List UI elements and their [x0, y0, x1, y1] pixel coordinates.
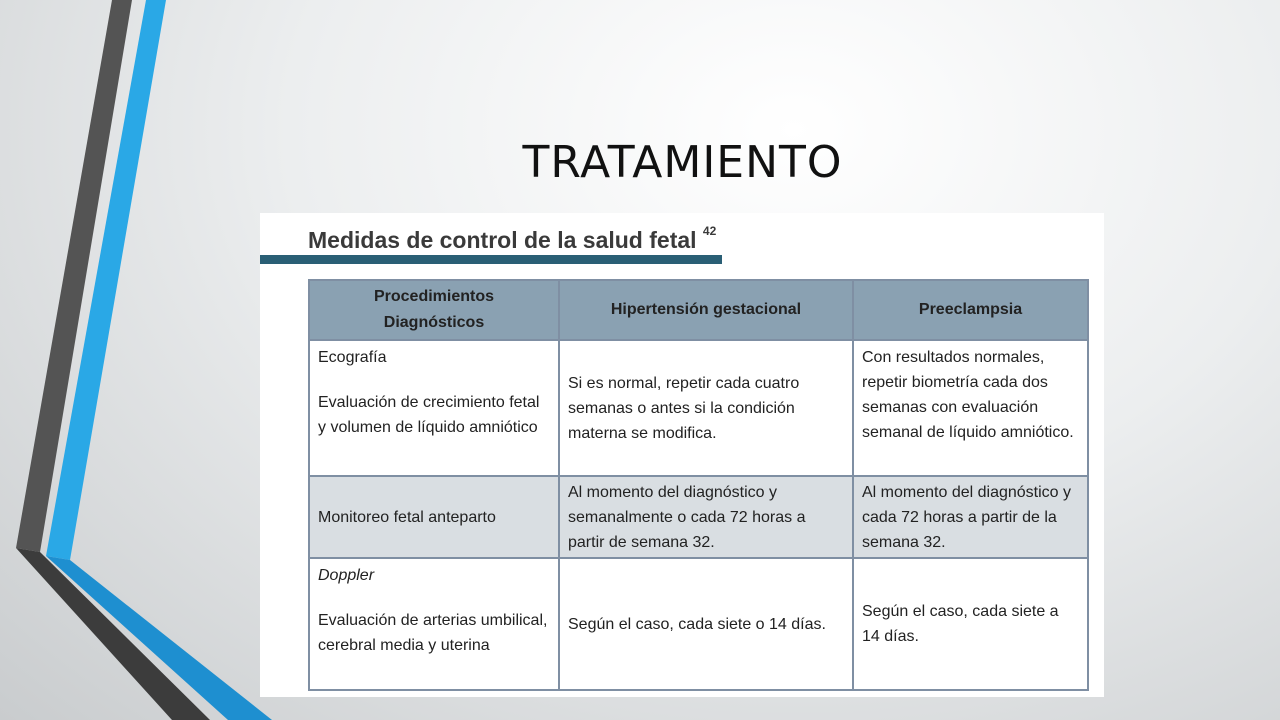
- table-image-panel: [260, 213, 1104, 697]
- panel-heading: [308, 224, 717, 254]
- dark-stripe-diagonal: [16, 548, 210, 720]
- cell-procedure: Monitoreo fetal anteparto: [309, 476, 559, 558]
- cell-gestational: Según el caso, cada siete o 14 días.: [559, 558, 853, 690]
- panel-heading-text: Medidas de control de la salud fetal: [308, 227, 697, 253]
- procedure-name: Doppler: [318, 567, 375, 584]
- cell-preeclampsia: Según el caso, cada siete a 14 días.: [853, 558, 1088, 690]
- header-preeclampsia: Preeclampsia: [853, 280, 1088, 340]
- cell-gestational: Al momento del diagnóstico y semanalmente o cada 72 horas a partir de semana 32.: [559, 476, 853, 558]
- reference-number: 42: [702, 224, 717, 239]
- table-row: [309, 340, 1088, 476]
- header-procedures-line1: Procedimientos: [373, 288, 495, 305]
- cell-gestational: Si es normal, repetir cada cuatro semanas o antes si la condición materna se modifica.: [559, 340, 853, 476]
- header-gestational-hypertension: Hipertensión gestacional: [559, 280, 853, 340]
- cell-procedure: [309, 558, 559, 690]
- cell-procedure: [309, 340, 559, 476]
- slide-title: TRATAMIENTO: [522, 137, 843, 188]
- heading-underline: [260, 255, 722, 264]
- fetal-control-table: [308, 279, 1089, 691]
- header-procedures-line2: Diagnósticos: [383, 314, 485, 331]
- cell-preeclampsia: Al momento del diagnóstico y cada 72 horas a partir de la semana 32.: [853, 476, 1088, 558]
- table-row: [309, 558, 1088, 690]
- procedure-detail: Evaluación de arterias umbilical, cerebral media y uterina: [318, 612, 548, 654]
- header-procedures: [309, 280, 559, 340]
- table-row: [309, 476, 1088, 558]
- cell-preeclampsia: Con resultados normales, repetir biometría cada dos semanas con evaluación semanal de líquido amniótico.: [853, 340, 1088, 476]
- table-header-row: [309, 280, 1088, 340]
- procedure-name: Ecografía: [318, 349, 387, 366]
- procedure-detail: Evaluación de crecimiento fetal y volumen de líquido amniótico: [318, 394, 540, 436]
